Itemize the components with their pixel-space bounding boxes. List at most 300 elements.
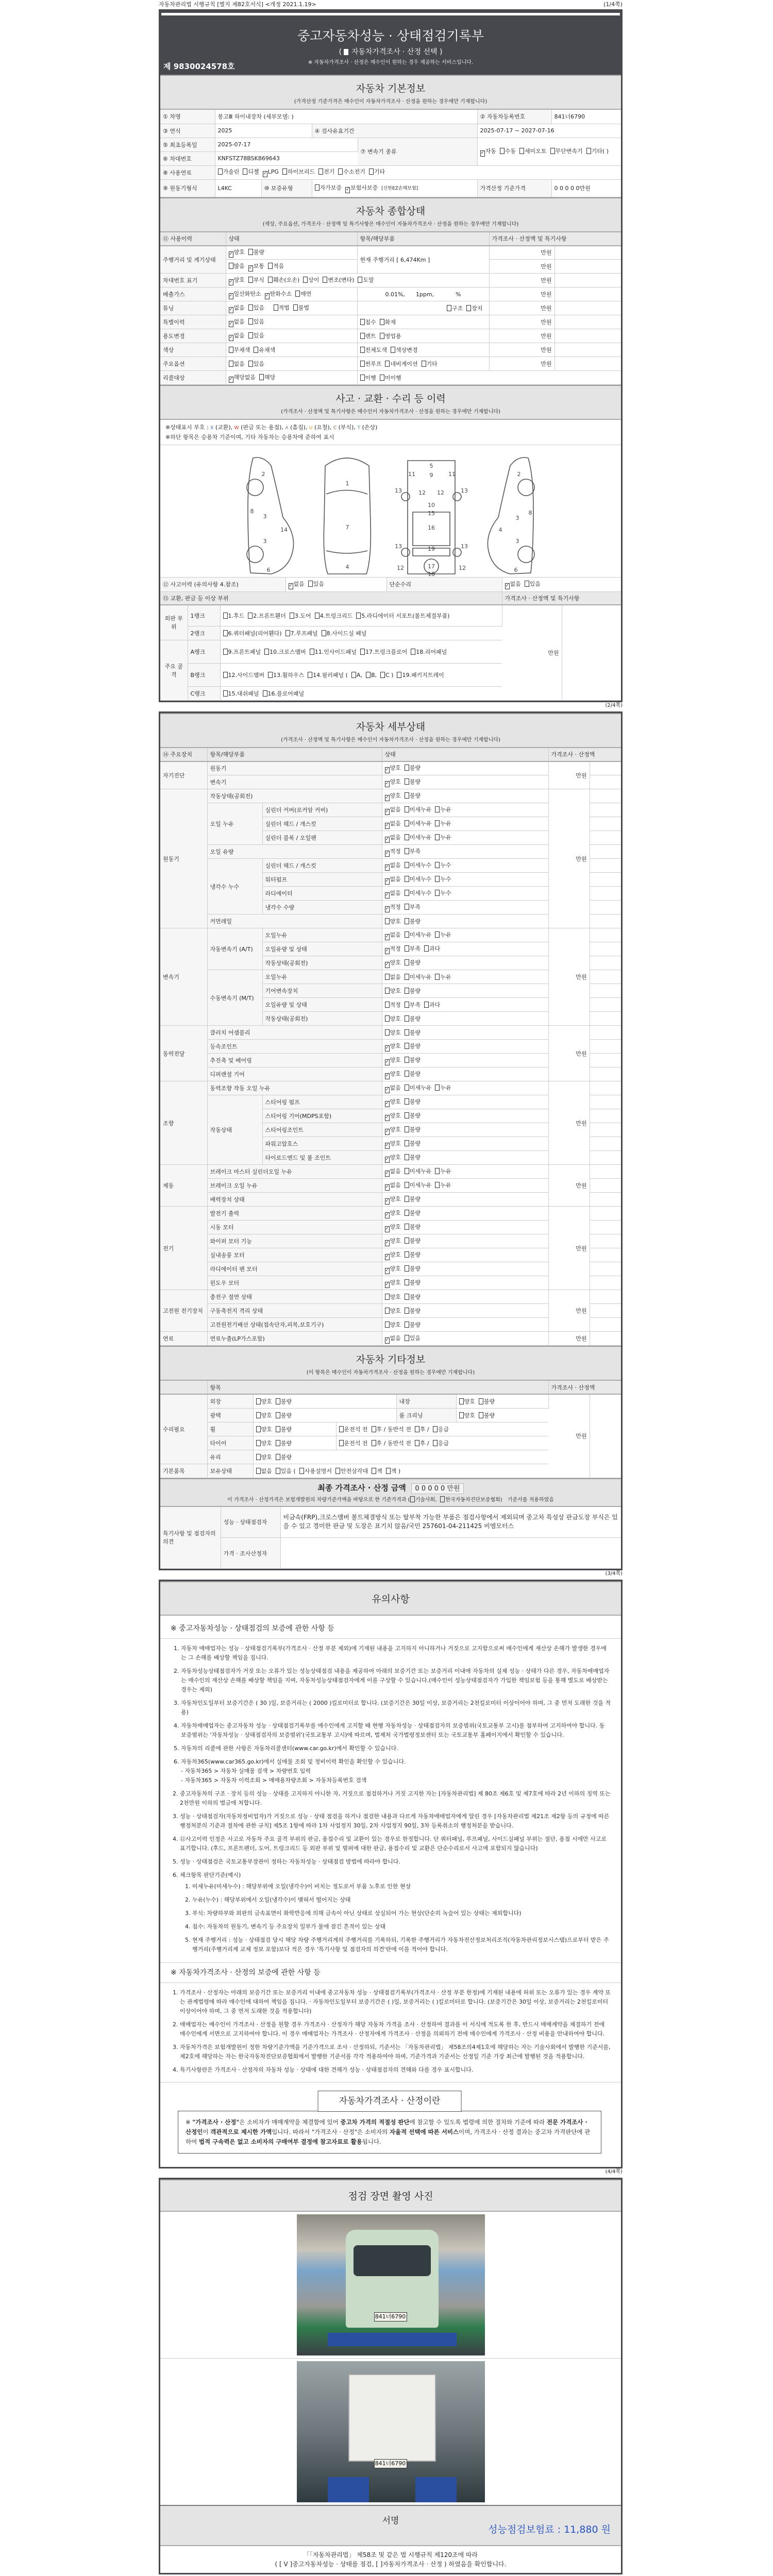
checkbox-option[interactable] (315, 613, 353, 619)
checkbox[interactable] (264, 649, 269, 655)
checkbox-option[interactable] (405, 848, 421, 855)
checkbox-option[interactable] (274, 304, 290, 311)
checkbox-option[interactable] (385, 1182, 401, 1189)
checkbox[interactable]: ✓ (385, 1114, 390, 1120)
checkbox[interactable]: ✓ (385, 822, 390, 828)
checkbox-option[interactable] (435, 876, 451, 883)
checkbox[interactable] (248, 613, 253, 619)
checkbox-option[interactable] (282, 168, 315, 175)
checkbox-option[interactable] (338, 168, 365, 175)
checkbox[interactable] (415, 1426, 419, 1432)
checkbox-option[interactable] (405, 1279, 421, 1286)
checkbox[interactable] (360, 361, 365, 367)
checkbox[interactable] (385, 988, 390, 994)
checkbox[interactable] (405, 1029, 409, 1036)
checkbox-option[interactable] (385, 834, 401, 841)
checkbox[interactable] (256, 1454, 261, 1460)
checkbox[interactable]: ✓ (263, 171, 267, 176)
checkbox-option[interactable] (385, 1265, 401, 1272)
checkbox-option[interactable] (385, 918, 401, 925)
checkbox-option[interactable] (435, 820, 451, 827)
checkbox-option[interactable] (264, 649, 306, 655)
checkbox-option[interactable] (405, 792, 421, 799)
checkbox-option[interactable] (229, 318, 245, 325)
checkbox-option[interactable] (385, 1112, 401, 1119)
checkbox-option[interactable] (385, 1140, 401, 1147)
checkbox[interactable] (405, 1335, 409, 1341)
checkbox[interactable] (415, 1440, 419, 1446)
checkbox-option[interactable] (385, 1196, 401, 1202)
checkbox[interactable] (405, 1112, 409, 1118)
checkbox-option[interactable] (318, 168, 334, 175)
checkbox[interactable]: ✓ (385, 1226, 390, 1231)
checkbox[interactable] (447, 305, 451, 311)
checkbox[interactable] (435, 834, 440, 840)
checkbox[interactable] (405, 918, 409, 924)
checkbox-option[interactable] (385, 1251, 401, 1258)
checkbox-option[interactable] (405, 806, 432, 813)
checkbox[interactable] (466, 305, 471, 311)
checkbox[interactable] (360, 649, 365, 655)
checkbox[interactable]: ✓ (229, 251, 233, 257)
checkbox-option[interactable] (435, 974, 451, 980)
checkbox-option[interactable] (385, 1238, 401, 1244)
checkbox[interactable] (322, 630, 326, 636)
checkbox-option[interactable] (435, 834, 451, 841)
checkbox[interactable]: ✓ (385, 1253, 390, 1259)
checkbox-option[interactable] (385, 765, 401, 771)
checkbox-option[interactable] (380, 333, 401, 340)
checkbox[interactable] (372, 1468, 376, 1474)
checkbox-option[interactable] (405, 1238, 421, 1244)
checkbox[interactable] (385, 1002, 390, 1008)
checkbox-option[interactable] (380, 672, 393, 679)
checkbox-option[interactable] (435, 890, 451, 896)
checkbox[interactable] (303, 277, 308, 283)
checkbox-option[interactable] (405, 1002, 421, 1008)
checkbox[interactable]: ✓ (385, 878, 390, 884)
checkbox[interactable] (256, 1412, 261, 1418)
checkbox-option[interactable] (263, 168, 279, 175)
checkbox-option[interactable] (369, 168, 385, 175)
checkbox-option[interactable] (265, 291, 292, 297)
checkbox-option[interactable] (385, 1224, 401, 1230)
checkbox[interactable] (500, 148, 505, 154)
checkbox[interactable] (405, 988, 409, 994)
checkbox-option[interactable] (360, 361, 382, 367)
checkbox-option[interactable] (229, 277, 245, 283)
checkbox[interactable]: ✓ (385, 767, 390, 772)
checkbox[interactable] (308, 672, 312, 678)
checkbox[interactable] (405, 1265, 409, 1272)
checkbox[interactable]: ✓ (385, 781, 390, 786)
checkbox[interactable] (405, 1279, 409, 1285)
checkbox[interactable] (259, 374, 264, 380)
checkbox-option[interactable] (586, 148, 609, 155)
checkbox-option[interactable] (500, 148, 516, 155)
checkbox[interactable] (424, 945, 429, 952)
checkbox[interactable] (248, 318, 253, 325)
checkbox[interactable] (335, 1468, 340, 1474)
checkbox[interactable] (405, 1002, 409, 1008)
checkbox-option[interactable] (405, 1126, 421, 1133)
checkbox[interactable]: ✓ (385, 906, 390, 911)
checkbox-option[interactable] (263, 690, 305, 697)
checkbox-option[interactable] (248, 318, 264, 325)
checkbox-option[interactable] (229, 249, 245, 256)
checkbox[interactable] (276, 1468, 280, 1474)
checkbox[interactable] (380, 333, 384, 339)
checkbox-option[interactable] (385, 792, 401, 799)
checkbox[interactable]: ✓ (385, 864, 390, 870)
checkbox[interactable] (248, 361, 253, 367)
checkbox-option[interactable] (385, 959, 401, 966)
checkbox-option[interactable] (385, 876, 401, 883)
checkbox[interactable] (223, 613, 228, 619)
checkbox[interactable]: ✓ (229, 307, 233, 312)
checkbox[interactable] (218, 168, 223, 175)
checkbox[interactable] (385, 918, 390, 924)
checkbox[interactable] (351, 672, 356, 678)
checkbox[interactable] (372, 1440, 376, 1446)
checkbox[interactable] (435, 1182, 440, 1188)
checkbox-option[interactable] (405, 1265, 421, 1272)
checkbox-option[interactable] (385, 1057, 401, 1063)
checkbox[interactable] (405, 974, 409, 980)
checkbox[interactable] (405, 1071, 409, 1077)
checkbox[interactable]: ✓ (385, 1240, 390, 1245)
checkbox[interactable] (405, 848, 409, 854)
checkbox[interactable] (285, 630, 290, 636)
checkbox[interactable]: ✓ (229, 334, 233, 340)
checkbox[interactable] (310, 649, 314, 655)
checkbox-option[interactable] (385, 862, 401, 869)
checkbox-option[interactable] (385, 1294, 401, 1300)
checkbox-option[interactable] (229, 361, 245, 367)
checkbox[interactable]: ✓ (505, 583, 510, 588)
checkbox[interactable] (380, 319, 384, 325)
checkbox-option[interactable] (435, 1084, 451, 1091)
checkbox-option[interactable] (386, 1468, 400, 1475)
checkbox-option[interactable] (256, 1440, 272, 1447)
checkbox-option[interactable] (405, 974, 432, 980)
checkbox[interactable] (424, 1002, 429, 1008)
checkbox-option[interactable] (405, 904, 421, 910)
checkbox-option[interactable] (405, 988, 421, 994)
checkbox-option[interactable] (385, 890, 401, 896)
checkbox[interactable] (248, 277, 253, 283)
checkbox[interactable] (435, 862, 440, 868)
checkbox-option[interactable] (308, 581, 324, 587)
checkbox[interactable]: ✓ (480, 150, 485, 156)
checkbox-option[interactable] (405, 918, 421, 925)
checkbox[interactable] (525, 581, 529, 587)
checkbox-option[interactable] (385, 1126, 401, 1133)
checkbox[interactable] (290, 613, 294, 619)
checkbox[interactable] (405, 904, 409, 910)
checkbox[interactable] (356, 613, 361, 619)
checkbox-option[interactable] (435, 862, 451, 869)
checkbox[interactable] (276, 1412, 280, 1418)
checkbox[interactable] (405, 1057, 409, 1063)
checkbox[interactable] (276, 1426, 280, 1432)
checkbox[interactable] (405, 1238, 409, 1244)
checkbox-option[interactable] (223, 649, 261, 655)
checkbox-option[interactable] (299, 1468, 332, 1475)
checkbox-option[interactable] (550, 148, 583, 155)
checkbox[interactable] (372, 1426, 376, 1432)
checkbox-option[interactable] (372, 1468, 382, 1475)
checkbox-option[interactable] (405, 1112, 421, 1119)
checkbox[interactable] (360, 347, 365, 353)
checkbox[interactable] (243, 168, 247, 175)
checkbox[interactable] (435, 931, 440, 938)
checkbox-option[interactable] (405, 1057, 421, 1063)
checkbox[interactable] (479, 1398, 483, 1404)
checkbox[interactable] (405, 806, 409, 812)
checkbox-option[interactable] (229, 332, 245, 339)
checkbox[interactable] (385, 974, 390, 980)
checkbox-option[interactable] (405, 1335, 421, 1342)
checkbox-option[interactable] (218, 168, 240, 175)
checkbox[interactable] (323, 277, 327, 283)
checkbox-option[interactable] (303, 277, 319, 283)
checkbox[interactable]: ✓ (265, 293, 270, 298)
checkbox[interactable] (405, 834, 409, 840)
checkbox[interactable]: ✓ (385, 1198, 390, 1204)
checkbox[interactable]: ✓ (385, 961, 390, 967)
checkbox-option[interactable] (405, 1251, 421, 1258)
checkbox[interactable] (369, 168, 374, 175)
checkbox[interactable] (433, 1426, 438, 1432)
checkbox-option[interactable] (397, 672, 444, 679)
checkbox-option[interactable] (360, 333, 376, 340)
checkbox[interactable] (405, 890, 409, 896)
checkbox-option[interactable] (447, 305, 463, 312)
checkbox[interactable] (411, 649, 415, 655)
checkbox-option[interactable] (268, 672, 304, 679)
checkbox[interactable] (435, 806, 440, 812)
checkbox[interactable] (405, 876, 409, 882)
checkbox[interactable] (223, 630, 228, 636)
checkbox[interactable] (339, 1426, 344, 1432)
checkbox-option[interactable] (315, 184, 342, 191)
checkbox[interactable] (410, 1496, 415, 1502)
checkbox-option[interactable] (385, 1015, 401, 1022)
checkbox-option[interactable] (405, 1294, 421, 1300)
checkbox[interactable] (385, 1294, 390, 1300)
checkbox-option[interactable] (276, 1468, 296, 1475)
checkbox[interactable] (405, 1168, 409, 1174)
checkbox-option[interactable] (323, 277, 354, 283)
checkbox[interactable] (405, 1126, 409, 1132)
checkbox-option[interactable] (405, 1029, 421, 1036)
checkbox-option[interactable] (519, 148, 547, 155)
checkbox-option[interactable] (405, 820, 432, 827)
checkbox[interactable] (223, 672, 228, 678)
checkbox[interactable] (405, 1182, 409, 1188)
checkbox[interactable]: ✓ (385, 1184, 390, 1190)
checkbox-option[interactable] (385, 1043, 401, 1049)
checkbox-option[interactable] (385, 1084, 401, 1091)
checkbox-option[interactable] (243, 168, 259, 175)
checkbox-option[interactable] (229, 347, 250, 353)
checkbox[interactable]: ✓ (385, 1281, 390, 1287)
checkbox-option[interactable] (415, 1440, 429, 1447)
checkbox-option[interactable] (405, 778, 421, 785)
checkbox-option[interactable] (385, 904, 401, 910)
checkbox-option[interactable] (405, 1196, 421, 1202)
checkbox-option[interactable] (405, 1098, 421, 1105)
checkbox-option[interactable] (223, 630, 282, 637)
checkbox-option[interactable] (372, 1440, 411, 1447)
checkbox[interactable] (405, 1043, 409, 1049)
checkbox[interactable] (276, 1440, 280, 1446)
checkbox-option[interactable] (248, 304, 264, 311)
checkbox-option[interactable] (248, 249, 264, 256)
checkbox[interactable] (256, 1468, 261, 1474)
checkbox[interactable] (479, 1412, 483, 1418)
checkbox[interactable] (248, 332, 253, 338)
checkbox[interactable] (248, 249, 253, 255)
checkbox-option[interactable] (385, 1071, 401, 1077)
checkbox[interactable]: ✓ (385, 1142, 390, 1148)
checkbox-option[interactable] (229, 263, 245, 269)
checkbox[interactable] (405, 1098, 409, 1105)
checkbox-option[interactable] (405, 1182, 432, 1189)
checkbox[interactable]: ✓ (385, 1128, 390, 1134)
checkbox[interactable] (276, 1398, 280, 1404)
checkbox-option[interactable] (385, 1029, 401, 1036)
checkbox-option[interactable] (285, 630, 318, 637)
checkbox-option[interactable] (435, 806, 451, 813)
checkbox-option[interactable] (505, 581, 521, 587)
checkbox[interactable] (435, 820, 440, 826)
checkbox-option[interactable] (385, 1321, 401, 1328)
checkbox-option[interactable] (385, 1168, 401, 1175)
checkbox[interactable] (268, 263, 273, 269)
checkbox-option[interactable] (433, 1426, 449, 1433)
checkbox[interactable] (405, 1084, 409, 1091)
checkbox-option[interactable] (276, 1426, 292, 1433)
checkbox-option[interactable] (466, 305, 482, 312)
checkbox[interactable]: ✓ (229, 279, 233, 284)
checkbox[interactable] (248, 304, 253, 311)
checkbox[interactable] (315, 184, 320, 191)
checkbox[interactable] (405, 1154, 409, 1160)
checkbox-option[interactable] (405, 890, 432, 896)
checkbox[interactable]: ✓ (385, 1100, 390, 1106)
checkbox[interactable]: ✓ (229, 376, 233, 382)
checkbox[interactable] (385, 1321, 390, 1328)
checkbox-option[interactable] (440, 1497, 502, 1503)
checkbox[interactable] (385, 1308, 390, 1314)
checkbox[interactable] (405, 820, 409, 826)
checkbox-option[interactable] (248, 263, 264, 269)
checkbox[interactable] (366, 672, 371, 678)
checkbox[interactable]: ✓ (289, 583, 293, 588)
checkbox[interactable] (385, 361, 390, 367)
checkbox[interactable] (263, 690, 267, 697)
checkbox[interactable]: ✓ (385, 1267, 390, 1273)
checkbox[interactable] (282, 168, 287, 175)
checkbox[interactable]: ✓ (385, 1073, 390, 1078)
checkbox-option[interactable] (358, 277, 374, 283)
checkbox[interactable] (405, 959, 409, 965)
checkbox-option[interactable] (385, 931, 401, 938)
checkbox-option[interactable] (405, 765, 421, 771)
checkbox[interactable] (293, 304, 298, 311)
checkbox[interactable] (268, 672, 273, 678)
checkbox[interactable]: ✓ (385, 1212, 390, 1217)
checkbox-option[interactable] (289, 581, 305, 587)
checkbox[interactable] (459, 1412, 464, 1418)
checkbox[interactable]: ✓ (385, 1337, 390, 1343)
checkbox[interactable]: ✓ (385, 934, 390, 939)
checkbox-option[interactable] (385, 1308, 401, 1314)
checkbox[interactable] (339, 1440, 344, 1446)
checkbox[interactable] (274, 304, 278, 311)
checkbox[interactable]: ✓ (385, 850, 390, 856)
checkbox-option[interactable] (405, 876, 432, 883)
checkbox[interactable]: ✓ (229, 320, 233, 326)
checkbox-option[interactable] (405, 1321, 421, 1328)
checkbox[interactable] (380, 375, 384, 381)
checkbox-option[interactable] (435, 931, 451, 938)
checkbox-option[interactable] (254, 347, 275, 353)
checkbox-option[interactable] (405, 1168, 432, 1175)
checkbox-option[interactable] (385, 361, 417, 367)
checkbox-option[interactable] (385, 1154, 401, 1161)
checkbox-option[interactable] (259, 374, 275, 381)
checkbox[interactable] (254, 347, 258, 353)
checkbox-option[interactable] (385, 1210, 401, 1216)
checkbox-option[interactable] (424, 1002, 440, 1008)
checkbox-option[interactable] (351, 672, 362, 679)
checkbox[interactable]: ✓ (385, 1045, 390, 1050)
checkbox-option[interactable] (405, 1043, 421, 1049)
checkbox[interactable] (308, 581, 313, 587)
checkbox[interactable] (405, 765, 409, 771)
checkbox-option[interactable] (410, 1497, 437, 1503)
checkbox-option[interactable] (356, 613, 449, 619)
checkbox[interactable]: ✓ (385, 808, 390, 814)
checkbox-option[interactable] (405, 1224, 421, 1230)
checkbox-option[interactable] (380, 375, 401, 381)
checkbox-option[interactable] (223, 672, 265, 679)
checkbox[interactable] (391, 347, 395, 353)
checkbox-option[interactable] (310, 649, 357, 655)
checkbox[interactable]: ✓ (385, 1170, 390, 1176)
checkbox-option[interactable] (385, 988, 401, 994)
checkbox-option[interactable] (385, 1279, 401, 1286)
checkbox-option[interactable] (480, 148, 496, 155)
checkbox[interactable] (405, 778, 409, 785)
checkbox-option[interactable] (256, 1468, 272, 1475)
checkbox[interactable] (519, 148, 524, 154)
checkbox[interactable] (385, 1015, 390, 1022)
checkbox-option[interactable] (339, 1426, 368, 1433)
checkbox-option[interactable] (385, 1335, 401, 1342)
checkbox-option[interactable] (295, 291, 311, 297)
checkbox-option[interactable] (433, 1440, 449, 1447)
checkbox-option[interactable] (256, 1398, 272, 1405)
checkbox[interactable] (295, 291, 300, 297)
checkbox-option[interactable] (405, 1308, 421, 1314)
checkbox-option[interactable] (308, 672, 348, 679)
checkbox[interactable]: ✓ (385, 947, 390, 953)
checkbox-option[interactable] (293, 304, 309, 311)
